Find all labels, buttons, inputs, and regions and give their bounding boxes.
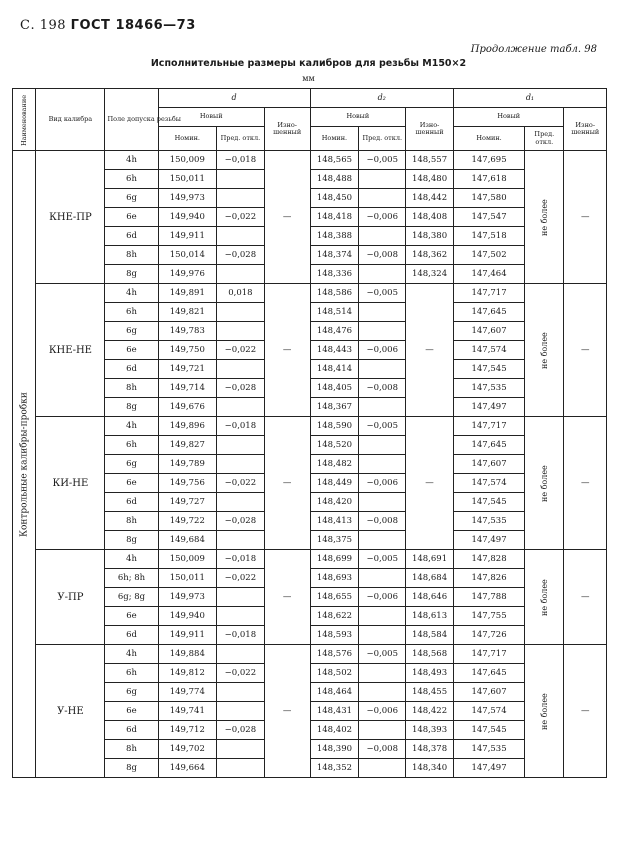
d2-nominal: 148,413 [310,512,359,531]
standard-number: ГОСТ 18466—73 [70,18,196,33]
d-pred: Пред. откл. [217,127,265,151]
tolerance-field: 8g [105,398,158,417]
d2-nominal: 148,482 [310,455,359,474]
d-nominal: 149,884 [158,645,216,664]
d1-nominal: 147,497 [453,759,524,778]
d1-nominal: 147,826 [453,569,524,588]
d2-worn: 148,362 [406,246,454,265]
d-novyi: Новый [158,108,264,127]
d1-nominal: 147,535 [453,379,524,398]
d-deviation: −0,022 [217,208,265,227]
d2-nominal: 148,352 [310,759,359,778]
d-nominal: 149,774 [158,683,216,702]
d1-nominal: 147,717 [453,645,524,664]
d2-nominal: 148,414 [310,360,359,379]
d-deviation [217,759,265,778]
d2-deviation [359,455,406,474]
d-deviation [217,493,265,512]
d2-nominal: 148,514 [310,303,359,322]
d-deviation [217,189,265,208]
d-nominal: 150,011 [158,569,216,588]
d-deviation [217,322,265,341]
d-deviation: −0,018 [217,151,265,170]
d2-nominal: 148,418 [310,208,359,227]
tolerance-field: 8h [105,740,158,759]
table-row [13,645,607,664]
col-d1: d₁ [453,89,606,108]
d2-nominal: 148,590 [310,417,359,436]
d2-deviation: −0,006 [359,341,406,360]
d1-nominal: 147,645 [453,436,524,455]
d-deviation [217,170,265,189]
d-nominal: 149,973 [158,189,216,208]
d-deviation: 0,018 [217,284,265,303]
d2-deviation [359,759,406,778]
d2-deviation [359,170,406,189]
d2-nominal: 148,565 [310,151,359,170]
d2-deviation: −0,006 [359,474,406,493]
gauge-type: У-ПР [36,550,105,645]
d-deviation: −0,022 [217,569,265,588]
d2-worn: 148,613 [406,607,454,626]
d2-deviation [359,626,406,645]
d1-pred: Пред. откл. [525,127,564,151]
d2-nominal: 148,375 [310,531,359,550]
d-deviation [217,398,265,417]
d1-deviation: не более [525,550,564,645]
table-body [13,151,607,778]
d1-nominal: 147,518 [453,227,524,246]
d-deviation: −0,022 [217,474,265,493]
d2-nominal: 148,576 [310,645,359,664]
d1-nominal: 147,717 [453,284,524,303]
d-deviation [217,702,265,721]
tolerance-field: 6g [105,455,158,474]
d1-nominal: 147,607 [453,322,524,341]
d-deviation: −0,022 [217,664,265,683]
gauge-type: КИ-НЕ [36,417,105,550]
d-worn: — [264,550,310,645]
side-label: Контрольные калибры-пробки [13,151,36,778]
d2-worn: 148,684 [406,569,454,588]
tolerance-field: 6h [105,303,158,322]
d-nominal: 149,789 [158,455,216,474]
d-iznosh: Изно-шенный [264,108,310,151]
d1-deviation: не более [525,417,564,550]
d2-nominal: 148,402 [310,721,359,740]
d2-nominal: 148,388 [310,227,359,246]
tolerance-field: 6d [105,493,158,512]
d2-nominal: 148,502 [310,664,359,683]
d1-nominal: 147,464 [453,265,524,284]
d-deviation [217,683,265,702]
d1-nominal: 147,547 [453,208,524,227]
d-nominal: 149,714 [158,379,216,398]
d-nominal: 149,783 [158,322,216,341]
d1-nominal: 147,788 [453,588,524,607]
d-deviation [217,645,265,664]
tolerance-field: 6g [105,322,158,341]
d1-deviation: не более [525,284,564,417]
d-deviation: −0,028 [217,379,265,398]
d1-nominal: 147,717 [453,417,524,436]
tolerance-field: 6g; 8g [105,588,158,607]
d2-nominal: 148,405 [310,379,359,398]
d2-worn: — [406,417,454,550]
d2-worn: 148,408 [406,208,454,227]
d2-nominal: 148,464 [310,683,359,702]
d1-worn: — [564,645,607,778]
d2-worn: 148,455 [406,683,454,702]
d2-deviation: −0,005 [359,550,406,569]
d-nominal: 149,750 [158,341,216,360]
tolerance-field: 8h [105,246,158,265]
d-nominal: 149,702 [158,740,216,759]
tolerance-field: 4h [105,550,158,569]
table-row [13,550,607,569]
d2-deviation [359,360,406,379]
d2-nominal: 148,488 [310,170,359,189]
d-deviation [217,607,265,626]
d1-nominal: 147,545 [453,360,524,379]
tolerance-field: 6e [105,607,158,626]
d-nominal: 149,756 [158,474,216,493]
d2-nominal: 148,367 [310,398,359,417]
d2-deviation: −0,005 [359,645,406,664]
tolerance-field: 6e [105,474,158,493]
d2-novyi: Новый [310,108,406,127]
d2-worn: 148,380 [406,227,454,246]
d2-deviation: −0,005 [359,151,406,170]
d2-deviation [359,436,406,455]
d-nomin: Номин. [158,127,216,151]
tolerance-field: 6h [105,664,158,683]
d2-deviation [359,607,406,626]
d-nominal: 149,684 [158,531,216,550]
d2-nominal: 148,431 [310,702,359,721]
d-nominal: 149,896 [158,417,216,436]
d-nominal: 150,009 [158,151,216,170]
gauge-type: КНЕ-НЕ [36,284,105,417]
d-nominal: 150,009 [158,550,216,569]
table-row [13,284,607,303]
d-deviation [217,360,265,379]
d2-nomin: Номин. [310,127,359,151]
tolerance-field: 8g [105,759,158,778]
d-nominal: 149,891 [158,284,216,303]
d-nominal: 149,664 [158,759,216,778]
d2-deviation [359,398,406,417]
d2-worn: 148,393 [406,721,454,740]
d-nominal: 149,976 [158,265,216,284]
d-nominal: 149,727 [158,493,216,512]
tolerance-field: 6d [105,626,158,645]
d-nominal: 149,722 [158,512,216,531]
page-number: С. 198 [20,18,67,33]
d2-deviation [359,531,406,550]
d-nominal: 150,014 [158,246,216,265]
d1-nominal: 147,645 [453,664,524,683]
d-nominal: 149,827 [158,436,216,455]
d2-worn: — [406,284,454,417]
d2-nominal: 148,520 [310,436,359,455]
d1-nominal: 147,497 [453,398,524,417]
d1-nominal: 147,497 [453,531,524,550]
d2-nominal: 148,443 [310,341,359,360]
d2-nominal: 148,593 [310,626,359,645]
d2-nominal: 148,449 [310,474,359,493]
tolerance-field: 6h [105,170,158,189]
gauge-type: КНЕ-ПР [36,151,105,284]
d2-worn: 148,691 [406,550,454,569]
d2-deviation: −0,008 [359,512,406,531]
col-d: d [158,89,310,108]
d1-nominal: 147,580 [453,189,524,208]
tolerance-field: 4h [105,151,158,170]
tolerance-field: 6e [105,702,158,721]
d1-nominal: 147,695 [453,151,524,170]
d1-nominal: 147,535 [453,740,524,759]
d2-deviation: −0,006 [359,588,406,607]
d-nominal: 150,011 [158,170,216,189]
d1-worn: — [564,151,607,284]
d1-worn: — [564,284,607,417]
d2-nominal: 148,476 [310,322,359,341]
d2-deviation [359,227,406,246]
d1-nominal: 147,755 [453,607,524,626]
d1-nominal: 147,574 [453,702,524,721]
d-nominal: 149,712 [158,721,216,740]
d-deviation [217,531,265,550]
d2-nominal: 148,390 [310,740,359,759]
d2-deviation: −0,005 [359,284,406,303]
tolerance-field: 6e [105,208,158,227]
d-deviation: −0,022 [217,341,265,360]
d2-deviation [359,683,406,702]
d-deviation [217,265,265,284]
d-nominal: 149,940 [158,607,216,626]
d2-nominal: 148,586 [310,284,359,303]
d-worn: — [264,645,310,778]
d2-deviation: −0,006 [359,208,406,227]
d1-nominal: 147,607 [453,683,524,702]
d1-worn: — [564,417,607,550]
d-deviation: −0,028 [217,721,265,740]
d2-deviation: −0,008 [359,379,406,398]
d2-nominal: 148,420 [310,493,359,512]
gauge-type: У-НЕ [36,645,105,778]
tolerance-field: 6h [105,436,158,455]
col-naimenovanie: Наименование [13,89,36,151]
d-deviation [217,588,265,607]
d2-deviation: −0,006 [359,702,406,721]
d-deviation: −0,018 [217,550,265,569]
tolerance-field: 8h [105,379,158,398]
d1-worn: — [564,550,607,645]
d2-worn: 148,442 [406,189,454,208]
d-nominal: 149,821 [158,303,216,322]
tolerance-field: 6d [105,360,158,379]
d-worn: — [264,151,310,284]
d2-deviation: −0,008 [359,740,406,759]
d2-nominal: 148,450 [310,189,359,208]
tolerance-field: 4h [105,645,158,664]
d1-nominal: 147,545 [453,493,524,512]
d-deviation [217,436,265,455]
d1-nominal: 147,535 [453,512,524,531]
col-d2: d₂ [310,89,453,108]
d-nominal: 149,973 [158,588,216,607]
d1-nominal: 147,502 [453,246,524,265]
d2-worn: 148,422 [406,702,454,721]
d2-worn: 148,480 [406,170,454,189]
tolerance-field: 4h [105,417,158,436]
d1-novyi: Новый [453,108,564,127]
d-deviation [217,303,265,322]
d2-worn: 148,378 [406,740,454,759]
d-nominal: 149,721 [158,360,216,379]
d2-worn: 148,324 [406,265,454,284]
d2-nominal: 148,693 [310,569,359,588]
table-row [13,151,607,170]
tolerance-field: 6e [105,341,158,360]
tolerance-field: 8h [105,512,158,531]
d-nominal: 149,911 [158,626,216,645]
d1-nominal: 147,828 [453,550,524,569]
d2-nominal: 148,622 [310,607,359,626]
d-nominal: 149,812 [158,664,216,683]
d2-nominal: 148,699 [310,550,359,569]
tolerance-field: 6g [105,189,158,208]
d1-nominal: 147,645 [453,303,524,322]
d1-deviation: не более [525,645,564,778]
d-deviation [217,227,265,246]
d1-nominal: 147,607 [453,455,524,474]
d-nominal: 149,911 [158,227,216,246]
d2-worn: 148,584 [406,626,454,645]
tolerance-field: 4h [105,284,158,303]
d2-deviation [359,664,406,683]
tolerance-field: 8g [105,531,158,550]
tolerance-field: 8g [105,265,158,284]
d2-worn: 148,646 [406,588,454,607]
table-caption: Исполнительные размеры калибров для резьбы M150×2 [150,58,467,69]
d2-deviation: −0,008 [359,246,406,265]
d2-worn: 148,340 [406,759,454,778]
tolerance-field: 6d [105,721,158,740]
d1-nomin: Номин. [453,127,524,151]
d1-nominal: 147,574 [453,474,524,493]
d2-deviation [359,265,406,284]
d2-deviation [359,721,406,740]
d1-nominal: 147,545 [453,721,524,740]
d1-nominal: 147,574 [453,341,524,360]
d-deviation: −0,018 [217,626,265,645]
d-deviation [217,455,265,474]
d-deviation [217,740,265,759]
d-deviation: −0,018 [217,417,265,436]
tolerance-field: 6d [105,227,158,246]
tolerance-field: 6h; 8h [105,569,158,588]
d2-deviation: −0,005 [359,417,406,436]
d2-worn: 148,557 [406,151,454,170]
d1-nominal: 147,726 [453,626,524,645]
col-pole: Поле допуска резьбы [105,89,158,151]
d1-deviation: не более [525,151,564,284]
d2-worn: 148,493 [406,664,454,683]
gauge-dimensions-table [12,88,607,778]
d2-deviation [359,303,406,322]
d-worn: — [264,284,310,417]
tolerance-field: 6g [105,683,158,702]
d-nominal: 149,741 [158,702,216,721]
d2-pred: Пред. откл. [359,127,406,151]
continuation-label: Продолжение табл. 98 [470,44,597,55]
d-worn: — [264,417,310,550]
d2-worn: 148,568 [406,645,454,664]
page-header [20,18,196,33]
d2-nominal: 148,336 [310,265,359,284]
d2-deviation [359,493,406,512]
col-vid: Вид калибра [36,89,105,151]
d2-deviation [359,569,406,588]
table-row [13,417,607,436]
units-label: мм [302,74,315,83]
d2-iznosh: Изно-шенный [406,108,454,151]
d2-nominal: 148,655 [310,588,359,607]
d2-deviation [359,189,406,208]
d2-deviation [359,322,406,341]
d1-iznosh: Изно-шенный [564,108,607,151]
d-nominal: 149,940 [158,208,216,227]
d-deviation: −0,028 [217,512,265,531]
d-deviation: −0,028 [217,246,265,265]
d1-nominal: 147,618 [453,170,524,189]
d-nominal: 149,676 [158,398,216,417]
d2-nominal: 148,374 [310,246,359,265]
